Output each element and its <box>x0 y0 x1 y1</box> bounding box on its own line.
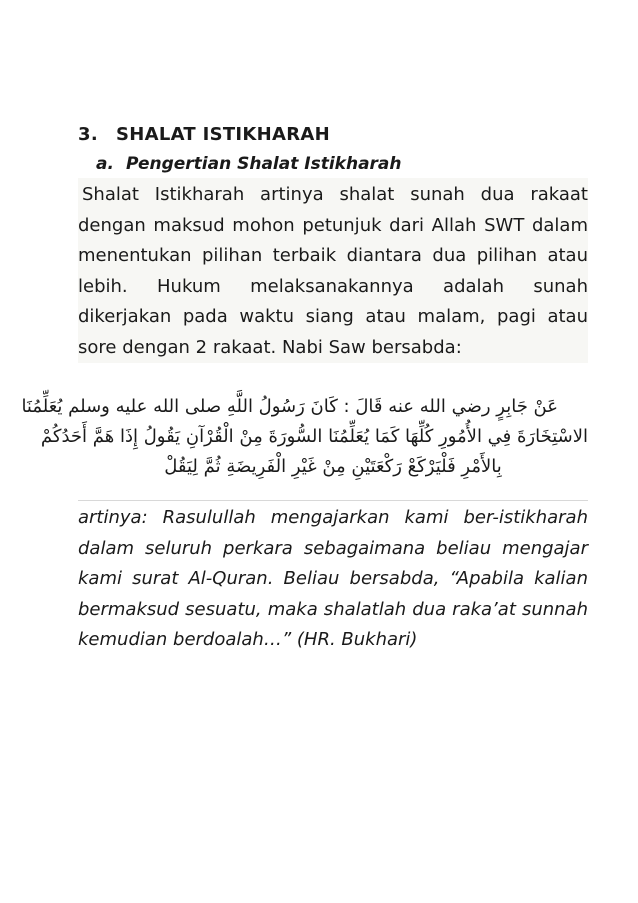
hadith-arabic-line-3: بِالأَمْرِ فَلْيَرْكَعْ رَكْعَتَيْنِ مِنْ غَيْرِ الْفَرِيضَةِ ثُمَّ لِيَقُلْ <box>164 456 502 477</box>
definition-text: Shalat Istikharah artinya shalat sunah dua rakaat dengan maksud mohon petunjuk dari Allah SWT dalam menentukan pilihan terbaik diantara dua pilihan atau lebih. Hukum melaksanakannya adalah sunah dikerjakan pada waktu siang atau malam, pagi atau sore dengan 2 rakaat. Nabi Saw bersabda: <box>78 184 588 358</box>
hadith-arabic-block <box>21 392 588 501</box>
definition-paragraph <box>78 178 588 363</box>
subsection-heading <box>96 151 588 177</box>
section-title: SHALAT ISTIKHARAH <box>115 124 331 145</box>
subsection-title: Pengertian Shalat Istikharah <box>125 154 402 174</box>
hadith-arabic-line-2: الاسْتِخَارَةَ فِي الأُمُورِ كُلِّهَا كَمَا يُعَلِّمُنَا السُّورَةَ مِنْ الْقُرْآنِ يَقُولُ إِذَا هَمَّ أَحَدُكُمْ <box>40 426 588 447</box>
subsection-letter: a. <box>96 154 114 174</box>
translation-text: artinya: Rasulullah mengajarkan kami ber-istikharah dalam seluruh perkara sebagaimana beliau mengajar kami surat Al-Quran. Beliau bersabda, “Apabila kalian bermaksud sesuatu, maka shalatlah dua raka’at sunnah kemudian berdoalah…” (HR. Bukhari) <box>78 507 588 650</box>
hadith-arabic-line-1: عَنْ جَابِرٍ رضي الله عنه قَالَ : كَانَ رَسُولُ اللَّهِ صلى الله عليه وسلم يُعَلِّمُنَا <box>21 396 558 417</box>
section-heading <box>78 122 588 148</box>
hadith-translation <box>78 503 588 656</box>
section-number: 3. <box>78 124 98 145</box>
